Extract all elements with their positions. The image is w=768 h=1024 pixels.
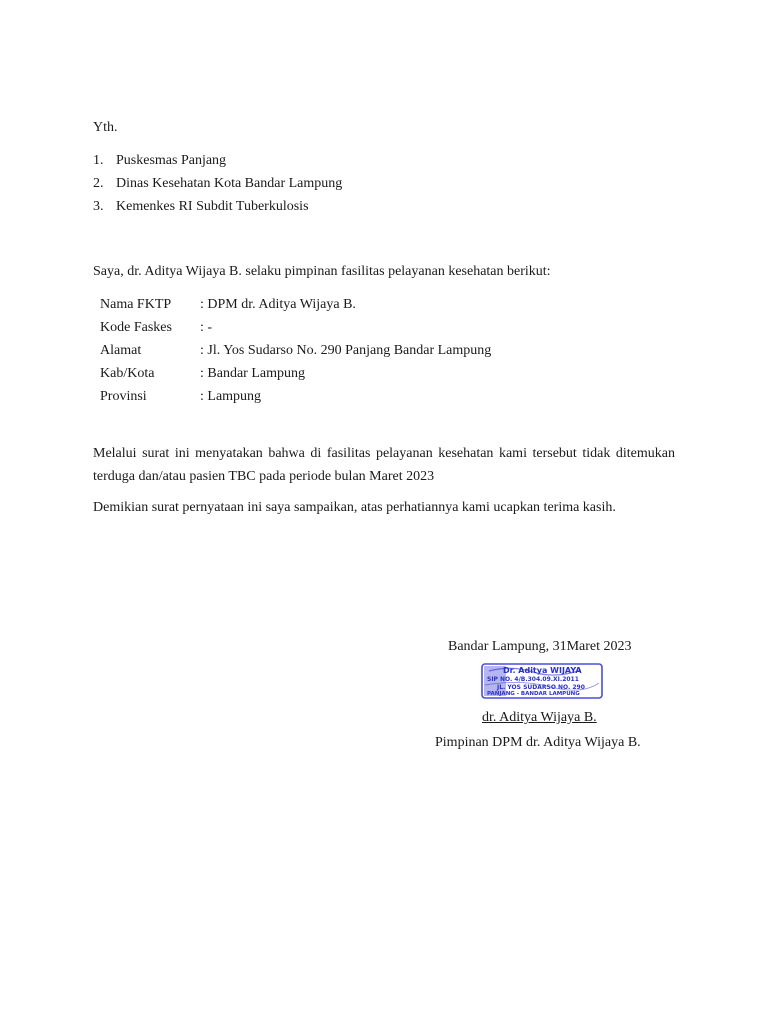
list-number: 2.	[93, 176, 104, 191]
signatory-name: dr. Aditya Wijaya B.	[482, 710, 597, 725]
place-date: Bandar Lampung, 31Maret 2023	[448, 639, 632, 654]
table-row	[100, 389, 700, 409]
svg-text:SIP NO. 4/B.304.09.XI.2011: SIP NO. 4/B.304.09.XI.2011	[487, 676, 579, 683]
table-row	[100, 366, 700, 386]
statement-paragraph: Melalui surat ini menyatakan bahwa di fasilitas pelayanan kesehatan kami tersebut tidak ditemukan terduga dan/atau pasien TBC pada periode bulan Maret 2023	[93, 446, 675, 484]
field-value: : Jl. Yos Sudarso No. 290 Panjang Bandar Lampung	[200, 343, 492, 358]
recipient-name: Kemenkes RI Subdit Tuberkulosis	[116, 199, 309, 214]
field-label: Alamat	[100, 343, 142, 358]
table-row	[100, 320, 700, 340]
field-value: : Lampung	[200, 389, 262, 404]
field-label: Nama FKTP	[100, 297, 172, 312]
field-label: Provinsi	[100, 389, 147, 404]
official-stamp	[481, 663, 603, 699]
svg-text:Dr. Aditya WIJAYA: Dr. Aditya WIJAYA	[503, 666, 582, 675]
list-number: 1.	[93, 153, 104, 168]
list-number: 3.	[93, 199, 104, 214]
intro-text: Saya, dr. Aditya Wijaya B. selaku pimpinan fasilitas pelayanan kesehatan berikut:	[93, 264, 551, 279]
svg-text:PANJANG - BANDAR LAMPUNG: PANJANG - BANDAR LAMPUNG	[487, 691, 580, 697]
table-row	[100, 297, 700, 317]
salutation: Yth.	[93, 120, 118, 135]
svg-text:JL. YOS SUDARSO NO. 290: JL. YOS SUDARSO NO. 290	[497, 684, 585, 691]
closing-paragraph: Demikian surat pernyataan ini saya sampaikan, atas perhatiannya kami ucapkan terima kasih.	[93, 500, 616, 515]
field-value: : -	[200, 320, 213, 335]
field-label: Kab/Kota	[100, 366, 155, 381]
recipient-name: Puskesmas Panjang	[116, 153, 227, 168]
signatory-title: Pimpinan DPM dr. Aditya Wijaya B.	[435, 735, 641, 750]
field-value: : Bandar Lampung	[200, 366, 305, 381]
field-value: : DPM dr. Aditya Wijaya B.	[200, 297, 356, 312]
recipient-name: Dinas Kesehatan Kota Bandar Lampung	[116, 176, 343, 191]
table-row	[100, 343, 700, 363]
field-label: Kode Faskes	[100, 320, 172, 335]
